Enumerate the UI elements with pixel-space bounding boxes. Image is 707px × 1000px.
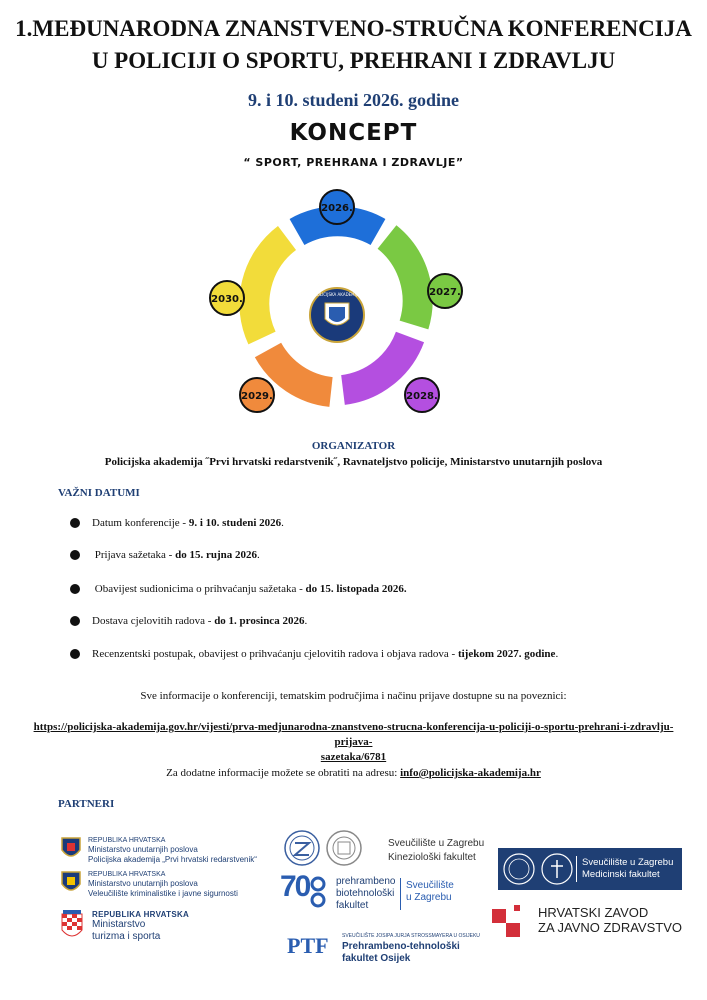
concept-title: KONCEPT — [289, 120, 418, 146]
date-item: Prijava sažetaka - do 15. rujna 2026. — [70, 549, 260, 561]
date-item: Recenzentski postupak, obavijest o prihvaćanju cjelovitih radova i objava radova - tijekom 2027. godine. — [70, 648, 558, 660]
bullet-icon — [70, 649, 80, 659]
kif-logo-icon — [283, 829, 321, 867]
year-2030: 2030. — [211, 294, 243, 305]
bullet-icon — [70, 550, 80, 560]
segment-2027 — [387, 237, 418, 325]
bullet-icon — [70, 584, 80, 594]
contact-line: Za dodatne informacije možete se obratiti na adresu: info@policijska-akademija.hr — [166, 767, 541, 779]
bullet-icon — [70, 518, 80, 528]
date-item: Obavijest sudionicima o prihvaćanju sažetaka - do 15. listopada 2026. — [70, 583, 407, 595]
croatian-coat-of-arms-icon — [60, 910, 84, 942]
segment-2029 — [268, 350, 331, 392]
croatian-shield-icon — [60, 870, 82, 896]
university-seal-icon — [502, 852, 536, 886]
year-2027: 2027. — [429, 287, 461, 298]
organizer-text: Policijska akademija ˝Prvi hrvatski redarstvenik˝, Ravnateljstvo policije, Ministarstvo unutarnjih poslova — [104, 456, 603, 468]
emblem-text: POLICIJSKA AKADEMIJA — [314, 292, 360, 297]
year-2029: 2029. — [241, 391, 273, 402]
info-text: Sve informacije o konferenciji, tematskim područjima i načinu prijave dostupne su na poveznici: — [140, 690, 567, 702]
police-academy-emblem — [310, 288, 364, 342]
croatian-shield-icon — [60, 836, 82, 862]
concept-subtitle: “ SPORT, PREHRANA I ZDRAVLJE” — [243, 156, 464, 169]
title-line-1: 1.MEĐUNARODNA ZNANSTVENO-STRUČNA KONFERENCIJA — [15, 16, 692, 41]
pbf-logo-mark: 70 — [280, 870, 310, 903]
date-item: Datum konferencije - 9. i 10. studeni 2026. — [70, 517, 284, 529]
contact-email-link[interactable]: info@policijska-akademija.hr — [400, 767, 541, 779]
year-2028: 2028. — [406, 391, 438, 402]
university-seal-icon — [325, 829, 363, 867]
partner-medical-faculty: Sveučilište u Zagrebu Medicinski fakultet — [498, 848, 682, 890]
important-dates-label: VAŽNI DATUMI — [58, 487, 140, 499]
pbf-logo-icon — [310, 874, 328, 914]
conference-link[interactable]: https://policijska-akademija.gov.hr/vijesti/prva-medjunarodna-znanstveno-strucna-konferencija-u-policiji-o-sportu-prehrani-i-zdravlju-prijava- sazetaka/6781 — [33, 721, 674, 763]
bullet-icon — [70, 616, 80, 626]
medical-faculty-seal-icon — [540, 852, 574, 886]
ptf-logo-mark: PTF — [287, 933, 329, 958]
concept-cycle-diagram — [200, 185, 461, 420]
year-2026: 2026. — [321, 203, 353, 214]
partners-label: PARTNERI — [58, 798, 115, 810]
title-line-2: U POLICIJI O SPORTU, PREHRANI I ZDRAVLJU — [91, 48, 616, 73]
conference-date: 9. i 10. studeni 2026. godine — [247, 90, 460, 110]
organizer-label: ORGANIZATOR — [311, 440, 396, 452]
date-item: Dostava cjelovitih radova - do 1. prosinca 2026. — [70, 615, 307, 627]
segment-2028 — [343, 337, 410, 390]
hzjz-logo-icon — [492, 905, 528, 939]
segment-2030 — [254, 238, 287, 338]
